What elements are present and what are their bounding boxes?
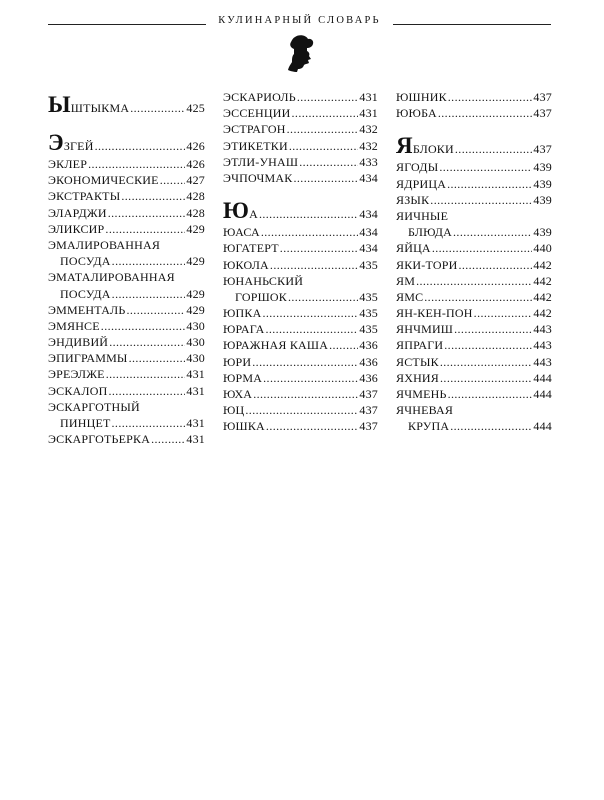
dot-leader [280, 241, 359, 256]
entry-term: ЮХА [223, 387, 253, 401]
dot-leader [289, 139, 359, 154]
dot-leader [440, 355, 533, 370]
page-number: 443 [533, 354, 552, 369]
dot-leader [270, 258, 358, 273]
dot-leader [88, 157, 185, 172]
index-entry [223, 338, 378, 354]
entry-term: ЯНЧМИШ [396, 322, 454, 337]
page-number: 443 [533, 322, 552, 337]
entry-term-rest: ЗГЕЙ [63, 139, 94, 153]
index-entry [223, 106, 378, 122]
index-entry [48, 319, 205, 335]
index-entry [396, 338, 552, 354]
dot-leader [265, 322, 358, 337]
page-number: 432 [359, 138, 378, 153]
page-number: 436 [359, 338, 378, 353]
entry-term: ЭКСТРАКТЫ [48, 189, 121, 204]
index-entry [223, 139, 378, 155]
dot-leader [127, 303, 186, 318]
dot-leader [448, 387, 533, 402]
entry-term: ЭРЕЭЛЖЕ [48, 367, 105, 382]
page-number: 437 [533, 106, 552, 121]
page-number: 435 [359, 322, 378, 337]
page-number: 440 [533, 241, 552, 256]
index-section-start [396, 131, 552, 160]
page-number: 435 [359, 306, 378, 321]
index-entry [48, 173, 205, 189]
dot-leader [294, 171, 359, 186]
dot-leader [416, 274, 532, 289]
page-number: 433 [359, 154, 378, 169]
page-number: 429 [186, 286, 205, 301]
page-number: 426 [186, 157, 205, 171]
dot-leader [108, 206, 186, 221]
entry-term: ЯЗЫК [396, 192, 430, 207]
index-entry [48, 238, 205, 254]
page-number: 442 [533, 273, 552, 288]
entry-term-rest: БЛОКИ [412, 142, 454, 157]
index-section-start [48, 90, 205, 119]
dot-leader [261, 225, 359, 240]
page-number: 442 [533, 257, 552, 272]
index-entry [223, 274, 378, 290]
page-number: 437 [359, 387, 378, 401]
index-entry [223, 403, 378, 419]
entry-term-rest: А [249, 207, 258, 222]
dot-leader [453, 225, 532, 240]
entry-term: ЮЦ [223, 403, 245, 418]
page-number: 431 [359, 90, 378, 104]
entry-term: ЭМАТАЛИРОВАННАЯ [48, 270, 175, 285]
index-entry [396, 355, 552, 371]
index-entry [223, 241, 378, 257]
entry-term: ЯГОДЫ [396, 160, 439, 175]
entry-term: ЭНДИВИЙ [48, 335, 109, 350]
index-entry [396, 193, 552, 209]
dot-leader [438, 106, 533, 121]
entry-term: ЭТИКЕТКИ [223, 138, 288, 153]
dot-leader [112, 416, 186, 431]
dot-leader [458, 258, 532, 273]
page-number: 444 [533, 387, 552, 401]
page-number: 437 [533, 142, 552, 157]
dot-leader [455, 142, 533, 157]
page-number: 437 [359, 403, 378, 418]
page-number: 431 [186, 416, 205, 430]
index-entry [48, 400, 205, 416]
dot-leader [439, 160, 532, 175]
index-entry [396, 241, 552, 257]
entry-term: ЭЛАРДЖИ [48, 205, 107, 220]
page-number: 434 [359, 207, 378, 222]
entry-term: ЯПРАГИ [396, 338, 444, 353]
index-entry [396, 290, 552, 306]
dot-leader [444, 338, 532, 353]
index-entry [396, 258, 552, 274]
entry-term: ЭСКАРГОТНЫЙ [48, 399, 140, 414]
entry-term: ЮЮБА [396, 106, 437, 121]
index-entry [396, 160, 552, 176]
index-entry [48, 206, 205, 222]
section-gap [396, 122, 552, 131]
page-number: 444 [533, 419, 552, 434]
page-number: 431 [359, 106, 378, 121]
index-entry [396, 209, 552, 225]
index-entry [223, 155, 378, 171]
entry-term: ЮНАНЬСКИЙ [223, 273, 304, 288]
dot-leader [109, 335, 185, 350]
page-number: 435 [359, 257, 378, 272]
page-number: 442 [533, 306, 552, 321]
entry-term: ЯЙЦА [396, 241, 431, 256]
page-number: 430 [186, 335, 205, 350]
dot-leader [432, 241, 533, 256]
entry-term: ЮРАЖНАЯ КАША [223, 338, 329, 353]
section-initial-letter: Э [48, 130, 64, 155]
entry-term: ЭММЕНТАЛЬ [48, 302, 126, 317]
entry-term: ЯИЧНЫЕ [396, 208, 449, 223]
entry-term: ЮРИ [223, 354, 252, 369]
page-number: 429 [186, 254, 205, 269]
entry-term: ЭМЯНСЕ [48, 318, 100, 333]
page-number: 430 [186, 318, 205, 333]
index-entry [223, 306, 378, 322]
index-entry [396, 90, 552, 106]
entry-term: ЮАСА [223, 225, 260, 240]
page-number: 436 [359, 370, 378, 385]
index-entry [223, 258, 378, 274]
page-number: 437 [359, 419, 378, 434]
index-entry [223, 171, 378, 187]
dot-leader [288, 290, 358, 305]
section-gap [223, 187, 378, 196]
entry-term: ЯЧМЕНЬ [396, 387, 447, 401]
page-number: 444 [533, 370, 552, 385]
index-entry [48, 287, 205, 303]
index-entry [396, 371, 552, 387]
dot-leader [266, 419, 358, 434]
entry-term: ГОРШОК [235, 289, 287, 304]
dot-leader [129, 351, 186, 366]
chef-silhouette-icon [283, 34, 319, 74]
index-entry [396, 274, 552, 290]
dot-leader [424, 290, 532, 305]
entry-term: ЯМС [396, 289, 424, 304]
dot-leader [245, 403, 358, 418]
page-number: 434 [359, 225, 378, 240]
entry-term: ЮГАТЕРТ [223, 241, 279, 256]
page-number: 435 [359, 289, 378, 304]
dot-leader [160, 173, 186, 188]
entry-term: ЯМ [396, 273, 416, 288]
index-entry [48, 303, 205, 319]
dot-leader [262, 306, 358, 321]
page-number: 432 [359, 122, 378, 137]
dot-leader [253, 387, 358, 402]
entry-term [396, 134, 454, 157]
index-entry [396, 387, 552, 403]
index-entry [396, 403, 552, 419]
index-entry [223, 355, 378, 371]
index-entry [223, 122, 378, 138]
entry-term: ЭЛИКСИР [48, 221, 105, 236]
header-rule-left [48, 24, 206, 25]
entry-term-rest: ШТЫКМА [70, 101, 130, 115]
dot-leader [297, 90, 359, 105]
dot-leader [447, 177, 532, 192]
dot-leader [130, 101, 185, 116]
entry-term: ЭМАЛИРОВАННАЯ [48, 237, 161, 252]
page-number: 430 [186, 351, 205, 366]
index-entry [48, 384, 205, 400]
index-column-2 [223, 90, 378, 436]
page-number: 431 [186, 383, 205, 398]
page-number: 439 [533, 160, 552, 175]
index-entry [223, 419, 378, 435]
dot-leader [474, 306, 533, 321]
header-rule-right [393, 24, 551, 25]
index-entry [223, 322, 378, 338]
entry-term: ЯКИ-ТОРИ [396, 257, 458, 272]
dot-leader [151, 432, 185, 447]
page-number: 443 [533, 338, 552, 353]
entry-term: ЭТЛИ-УНАШ [223, 154, 299, 169]
entry-term: ЭССЕНЦИИ [223, 106, 291, 121]
index-column-1 [48, 90, 205, 448]
index-entry [48, 335, 205, 351]
page-number: 434 [359, 241, 378, 256]
dot-leader [112, 254, 186, 269]
dot-leader [448, 90, 533, 105]
index-entry [223, 371, 378, 387]
entry-term: ЮШКА [223, 419, 265, 434]
dot-leader [121, 189, 185, 204]
index-section-start [48, 128, 205, 157]
entry-term: ЯН-КЕН-ПОН [396, 306, 473, 321]
dot-leader [259, 207, 358, 222]
dot-leader [95, 139, 186, 154]
entry-term: БЛЮДА [408, 225, 453, 240]
index-entry [48, 254, 205, 270]
page-number: 426 [186, 139, 205, 153]
entry-term: ЭПИГРАММЫ [48, 351, 128, 366]
entry-term: ЭСКАРИОЛЬ [223, 90, 296, 104]
index-entry [223, 90, 378, 106]
entry-term [223, 199, 258, 222]
index-entry [48, 367, 205, 383]
index-entry [223, 387, 378, 403]
index-entry [48, 416, 205, 432]
dot-leader [454, 322, 532, 337]
section-initial-letter: Я [396, 133, 413, 159]
dot-leader [101, 319, 186, 334]
entry-term: ЮРАГА [223, 322, 265, 337]
running-title: КУЛИНАРНЫЙ СЛОВАРЬ [218, 15, 381, 26]
page-number: 428 [186, 205, 205, 220]
index-entry [48, 351, 205, 367]
entry-term: ЭКЛЕР [48, 157, 88, 171]
index-entry [48, 270, 205, 286]
entry-term: ПИНЦЕТ [60, 416, 111, 430]
page-number: 427 [186, 173, 205, 188]
page-number: 436 [359, 354, 378, 369]
index-entry [396, 322, 552, 338]
page-number: 434 [359, 170, 378, 185]
index-section-start [223, 196, 378, 225]
entry-term: ЭСТРАГОН [223, 122, 286, 137]
entry-term [48, 131, 94, 154]
page-number: 429 [186, 221, 205, 236]
page-number: 431 [186, 367, 205, 382]
entry-term: ПОСУДА [60, 254, 111, 269]
section-gap [48, 119, 205, 128]
page-number: 439 [533, 192, 552, 207]
entry-term: ЯДРИЦА [396, 176, 447, 191]
entry-term: ЯЧНЕВАЯ [396, 403, 454, 418]
index-entry [396, 225, 552, 241]
page-number: 439 [533, 176, 552, 191]
dot-leader [430, 193, 532, 208]
dot-leader [450, 419, 532, 434]
page-number: 442 [533, 289, 552, 304]
index-entry [223, 225, 378, 241]
dot-leader [287, 122, 359, 137]
index-entry [396, 419, 552, 435]
entry-term: ЮПКА [223, 306, 262, 321]
index-entry [396, 177, 552, 193]
section-initial-letter: Ю [223, 198, 250, 224]
entry-term: ЭСКАРГОТЬЕРКА [48, 432, 151, 447]
index-column-3 [396, 90, 552, 436]
index-entry [48, 432, 205, 448]
index-entry [48, 157, 205, 173]
index-entry [48, 189, 205, 205]
entry-term: ЭКОНОМИЧЕСКИЕ [48, 173, 159, 188]
dot-leader [329, 338, 358, 353]
entry-term: ЮШНИК [396, 90, 447, 104]
dot-leader [108, 384, 185, 399]
entry-term: ЮРМА [223, 370, 263, 385]
dot-leader [299, 155, 358, 170]
page-number: 437 [533, 90, 552, 104]
entry-term [48, 93, 129, 116]
dot-leader [106, 367, 186, 382]
dot-leader [292, 106, 359, 121]
dot-leader [440, 371, 532, 386]
entry-term: ЭЧПОЧМАК [223, 170, 293, 185]
page-number: 429 [186, 302, 205, 317]
page-header [0, 0, 604, 80]
entry-term: ПОСУДА [60, 286, 111, 301]
entry-term: ЭСКАЛОП [48, 383, 108, 398]
page-number: 431 [186, 432, 205, 447]
entry-term: ЯХНИЯ [396, 370, 440, 385]
page-number: 425 [186, 101, 205, 115]
dot-leader [252, 355, 358, 370]
index-entry [396, 106, 552, 122]
entry-term: КРУПА [408, 419, 450, 434]
index-entry [48, 222, 205, 238]
entry-term: ЮКОЛА [223, 257, 269, 272]
page-number: 428 [186, 189, 205, 204]
dot-leader [263, 371, 358, 386]
dot-leader [105, 222, 185, 237]
page-number: 439 [533, 225, 552, 240]
section-initial-letter: Ы [48, 92, 71, 117]
dot-leader [112, 287, 186, 302]
entry-term: ЯСТЫК [396, 354, 439, 369]
index-entry [396, 306, 552, 322]
index-entry [223, 290, 378, 306]
